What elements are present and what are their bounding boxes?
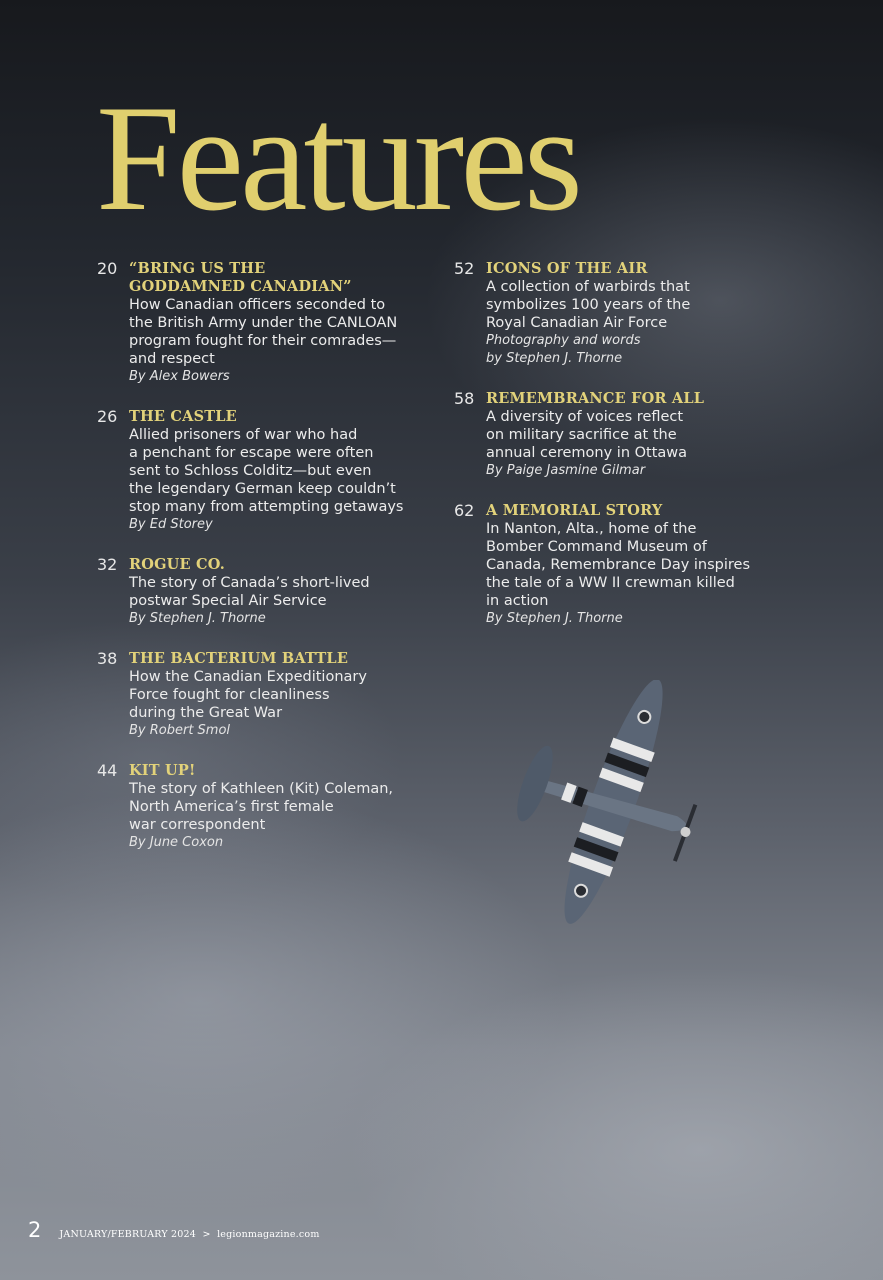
feature-page-number: 52 <box>454 259 475 278</box>
feature-description: A diversity of voices reflect on military sacrifice at the annual ceremony in Ottawa <box>486 409 688 461</box>
feature-byline: By Stephen J. Thorne <box>129 611 266 626</box>
feature-description: The story of Canada’s short-lived postwar Special Air Service <box>129 575 370 609</box>
folio-number: 2 <box>28 1218 42 1242</box>
feature-byline: By Alex Bowers <box>129 369 230 384</box>
feature-item <box>97 556 437 628</box>
feature-headline: THE BACTERIUM BATTLE <box>129 650 349 667</box>
feature-item <box>97 408 437 534</box>
feature-item <box>97 762 437 852</box>
feature-description: A collection of warbirds that symbolizes 100 years of the Royal Canadian Air Force <box>486 279 691 331</box>
feature-byline: By Robert Smol <box>129 723 231 738</box>
feature-item <box>454 390 794 480</box>
features-right-column <box>454 260 794 650</box>
feature-description: How the Canadian Expeditionary Force fought for cleanliness during the Great War <box>129 669 367 721</box>
feature-page-number: 26 <box>97 407 118 426</box>
spitfire-aircraft-illustration <box>495 680 715 970</box>
feature-page-number: 58 <box>454 389 475 408</box>
feature-byline: Photography and words by Stephen J. Thorne <box>486 333 641 366</box>
feature-byline: By June Coxon <box>129 835 224 850</box>
feature-headline: ROGUE CO. <box>129 556 225 573</box>
feature-description: How Canadian officers seconded to the British Army under the CANLOAN program fought for their comrades— and respect <box>129 297 398 367</box>
feature-item <box>454 502 794 628</box>
features-left-column <box>97 260 437 874</box>
footer-issue-and-site: JANUARY/FEBRUARY 2024 > legionmagazine.com <box>59 1229 320 1240</box>
feature-item <box>454 260 794 368</box>
feature-description: The story of Kathleen (Kit) Coleman, North America’s first female war correspondent <box>129 781 394 833</box>
feature-page-number: 62 <box>454 501 475 520</box>
feature-page-number: 38 <box>97 649 118 668</box>
feature-item <box>97 260 437 386</box>
feature-byline: By Stephen J. Thorne <box>486 611 623 626</box>
feature-headline: REMEMBRANCE FOR ALL <box>486 390 705 407</box>
feature-page-number: 20 <box>97 259 118 278</box>
feature-headline: KIT UP! <box>129 762 196 779</box>
page-title: Features <box>96 74 579 242</box>
feature-headline: ICONS OF THE AIR <box>486 260 648 277</box>
feature-page-number: 32 <box>97 555 118 574</box>
feature-byline: By Paige Jasmine Gilmar <box>486 463 646 478</box>
feature-headline: “BRING US THE GODDAMNED CANADIAN” <box>129 260 352 295</box>
feature-page-number: 44 <box>97 761 118 780</box>
feature-headline: THE CASTLE <box>129 408 237 425</box>
feature-description: Allied prisoners of war who had a penchant for escape were often sent to Schloss Colditz—but even the legendary German keep couldn’t stop many from attempting getaways <box>129 427 404 515</box>
feature-item <box>97 650 437 740</box>
feature-description: In Nanton, Alta., home of the Bomber Command Museum of Canada, Remembrance Day inspires the tale of a WW II crewman killed in action <box>486 521 751 609</box>
page-footer <box>28 1218 320 1242</box>
feature-headline: A MEMORIAL STORY <box>486 502 663 519</box>
feature-byline: By Ed Storey <box>129 517 213 532</box>
